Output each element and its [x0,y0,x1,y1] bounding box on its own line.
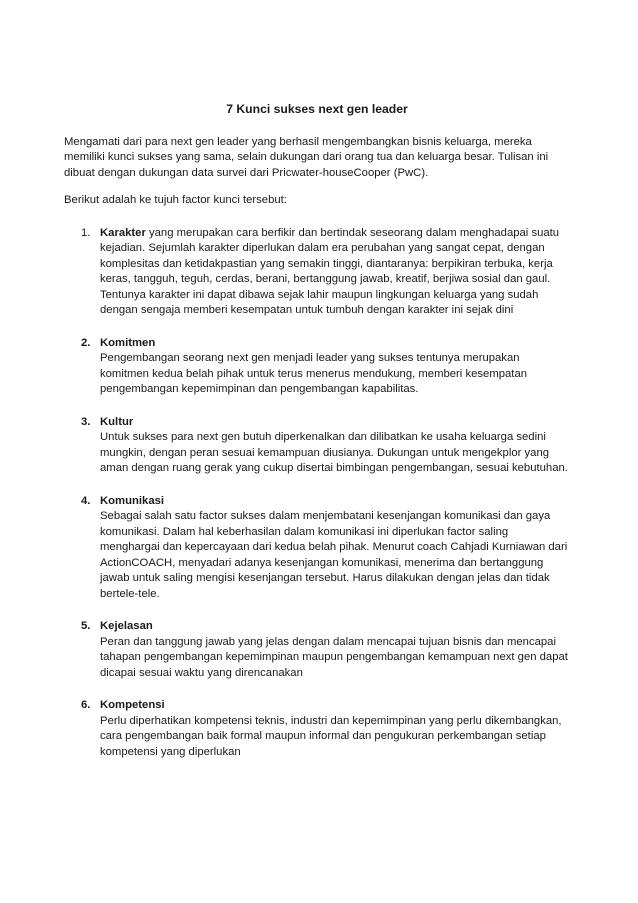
item-term: Kejelasan [100,620,153,632]
list-intro: Berikut adalah ke tujuh factor kunci tersebut: [64,194,287,206]
list-item [64,415,570,477]
list-item [64,698,570,760]
list-item [64,494,570,603]
list-item [64,226,570,319]
item-number: 6. [81,699,91,711]
item-description: yang merupakan cara berfikir dan bertindak seseorang dalam menghadapai suatu kejadian. Sejumlah karakter diperlukan dalam era perubahan yang sangat cepat, dengan komplesitas dan ketidakpastian yang semakin tinggi, diantaranya: berpikiran terbuka, kerja keras, tangguh, teguh, cerdas, berani, bertanggung jawab, kreatif, berjiwa sosial dan gaul. Tentunya karakter ini dapat dibawa sejak lahir maupun lingkungan keluarga yang sudah dengan sengaja memberi kesempatan untuk tumbuh dengan karakter ini sejak dini [100,226,560,316]
document-page [64,102,570,777]
item-term: Kompetensi [100,699,165,711]
item-description: Pengembangan seorang next gen menjadi leader yang sukses tentunya merupakan komitmen kedua belah pihak untuk terus menerus mendukung, memberi kesempatan pengembangan kepemimpinan dan pengembangan kapabilitas. [100,352,528,395]
key-factors-list [64,226,570,761]
item-number: 3. [81,415,91,428]
item-description: Untuk sukses para next gen butuh diperkenalkan dan dilibatkan ke usaha keluarga sedini mungkin, dengan peran sesuai kemampuan diusianya. Dukungan untuk mengekplor yang aman dengan ruang gerak yang cukup disertai bimbingan pengembangan, sesuai kebutuhan. [100,431,568,474]
item-number: 2. [81,336,91,349]
item-term: Karakter [100,226,146,239]
item-description: Peran dan tanggung jawab yang jelas dengan dalam mencapai tujuan bisnis dan mencapai tahapan pengembangan kepemimpinan maupun pengembangan kemampuan next gen dapat dicapai sesuai waktu yang direncanakan [100,635,568,679]
item-number: 1. [81,226,91,239]
item-term: Kultur [100,415,134,428]
list-item [64,619,570,681]
list-item [64,336,570,398]
item-description: Sebagai salah satu factor sukses dalam menjembatani kesenjangan komunikasi dan gaya komunikasi. Dalam hal keberhasilan dalam komunikasi ini diperlukan factor saling menghargai dan kepercayaan dari kedua belah pihak. Menurut coach Cahjadi Kurniawan dari ActionCOACH, menyadari adanya kesenjangan komunikasi, menerima dan bertanggung jawab untuk saling mengisi kesenjangan tersebut. Harus dilakukan dengan jelas dan tidak bertele-tele. [100,510,568,600]
item-number: 4. [81,494,91,507]
item-term: Komunikasi [100,494,165,507]
intro-paragraph: Mengamati dari para next gen leader yang berhasil mengembangkan bisnis keluarga, mereka memiliki kunci sukses yang sama, selain dukungan dari orang tua dan keluarga besar. Tulisan ini dibuat dengan dukungan data survei dari Pricwater-houseCooper (PwC). [64,135,549,179]
item-description: Perlu diperhatikan kompetensi teknis, industri dan kepemimpinan yang perlu dikembangkan, cara pengembangan baik formal maupun informal dan pengukuran perkembangan setiap kompetensi yang diperlukan [100,714,562,758]
document-title: 7 Kunci sukses next gen leader [226,102,408,116]
item-term: Komitmen [100,336,156,349]
item-number: 5. [81,620,91,632]
